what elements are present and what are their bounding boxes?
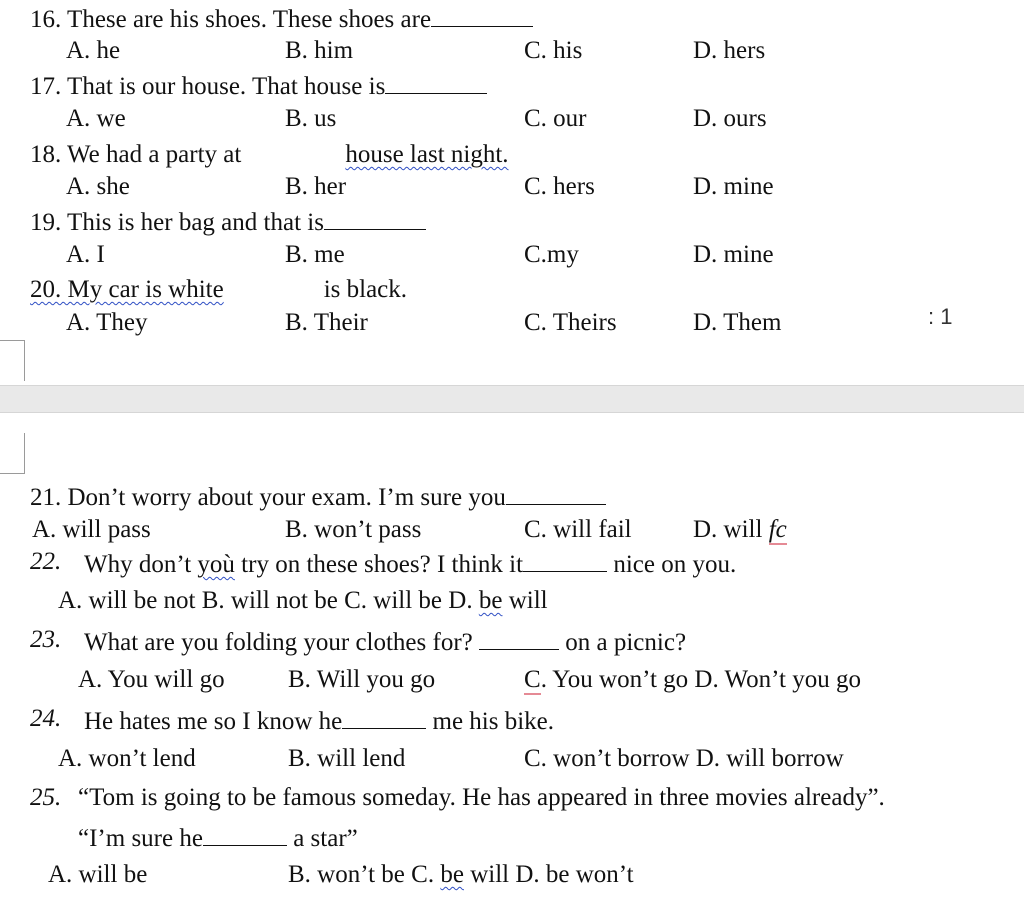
q18-option-d: D. mine — [693, 173, 774, 200]
q17-option-d: D. ours — [693, 105, 767, 132]
answer-blank — [385, 69, 487, 94]
question-24-stem: He hates me so I know he me his bike. — [84, 704, 554, 737]
q19-option-c: C.my — [524, 241, 579, 268]
q19-option-b: B. me — [285, 241, 345, 268]
q17-option-c: C. our — [524, 105, 587, 132]
q17-option-a: A. we — [66, 105, 126, 132]
q17-option-b: B. us — [285, 105, 337, 132]
q20-option-b: B. Their — [285, 309, 368, 336]
q21-option-d: D. will fc — [693, 516, 787, 543]
question-21-stem: 21. Don’t worry about your exam. I’m sure you — [30, 480, 606, 513]
page-gap — [0, 385, 1024, 413]
question-16-stem: 16. These are his shoes. These shoes are — [30, 2, 533, 35]
q25-options-b-c-d: B. won’t be C. be will D. be won’t — [288, 861, 634, 888]
answer-blank — [342, 704, 426, 729]
question-19-stem: 19. This is her bag and that is — [30, 205, 426, 238]
question-25-line2: “I’m sure he a star” — [78, 821, 358, 854]
answer-blank — [506, 480, 606, 505]
q21-option-a: A. will pass — [32, 516, 151, 543]
q18-option-b: B. her — [285, 173, 347, 200]
answer-blank — [241, 138, 345, 162]
question-18-stem: 18. We had a party at house last night. — [30, 138, 509, 170]
q18-option-a: A. she — [66, 173, 130, 200]
q16-option-d: D. hers — [693, 37, 766, 64]
q20-option-c: C. Theirs — [524, 309, 617, 336]
q22-options: A. will be not B. will not be C. will be D. be will — [58, 587, 548, 614]
q24-option-a: A. won’t lend — [58, 745, 196, 772]
q20-option-d: D. Them — [693, 309, 782, 336]
q20-option-a: A. They — [66, 309, 148, 336]
question-22-stem: Why don’t yoù try on these shoes? I think it nice on you. — [84, 547, 736, 580]
q21-option-c: C. will fail — [524, 516, 632, 543]
answer-blank — [523, 547, 607, 572]
question-25-line1: “Tom is going to be famous someday. He has appeared in three movies already”. — [78, 784, 885, 811]
document-page-2 — [0, 413, 1024, 900]
q23-number: 23. — [30, 626, 62, 653]
q24-option-b: B. will lend — [288, 745, 406, 772]
q25-option-a: A. will be — [48, 861, 148, 888]
page-corner-mark — [0, 340, 25, 381]
q16-option-c: C. his — [524, 37, 583, 64]
q24-number: 24. — [30, 705, 62, 732]
q21-option-b: B. won’t pass — [285, 516, 422, 543]
question-23-stem: What are you folding your clothes for? on a picnic? — [84, 625, 686, 658]
q16-option-b: B. him — [285, 37, 354, 64]
q23-options-c-d: C. You won’t go D. Won’t you go — [524, 666, 861, 693]
q24-options-c-d: C. won’t borrow D. will borrow — [524, 745, 844, 772]
q22-number: 22. — [30, 548, 62, 575]
answer-blank — [324, 205, 426, 230]
q19-option-d: D. mine — [693, 241, 774, 268]
question-17-stem: 17. That is our house. That house is — [30, 69, 487, 102]
question-20-stem: 20. My car is white is black. — [30, 273, 407, 305]
document-page-1 — [0, 0, 1024, 385]
answer-blank — [203, 821, 287, 846]
answer-blank — [431, 2, 533, 27]
answer-blank — [479, 625, 559, 650]
q18-option-c: C. hers — [524, 173, 595, 200]
side-marker: : 1 — [928, 304, 953, 329]
answer-blank — [224, 273, 324, 297]
page-corner-mark — [0, 433, 25, 474]
q19-option-a: A. I — [66, 241, 105, 268]
q23-option-b: B. Will you go — [288, 666, 436, 693]
q16-option-a: A. he — [66, 37, 121, 64]
q25-number: 25. — [30, 784, 62, 811]
q23-option-a: A. You will go — [78, 666, 225, 693]
